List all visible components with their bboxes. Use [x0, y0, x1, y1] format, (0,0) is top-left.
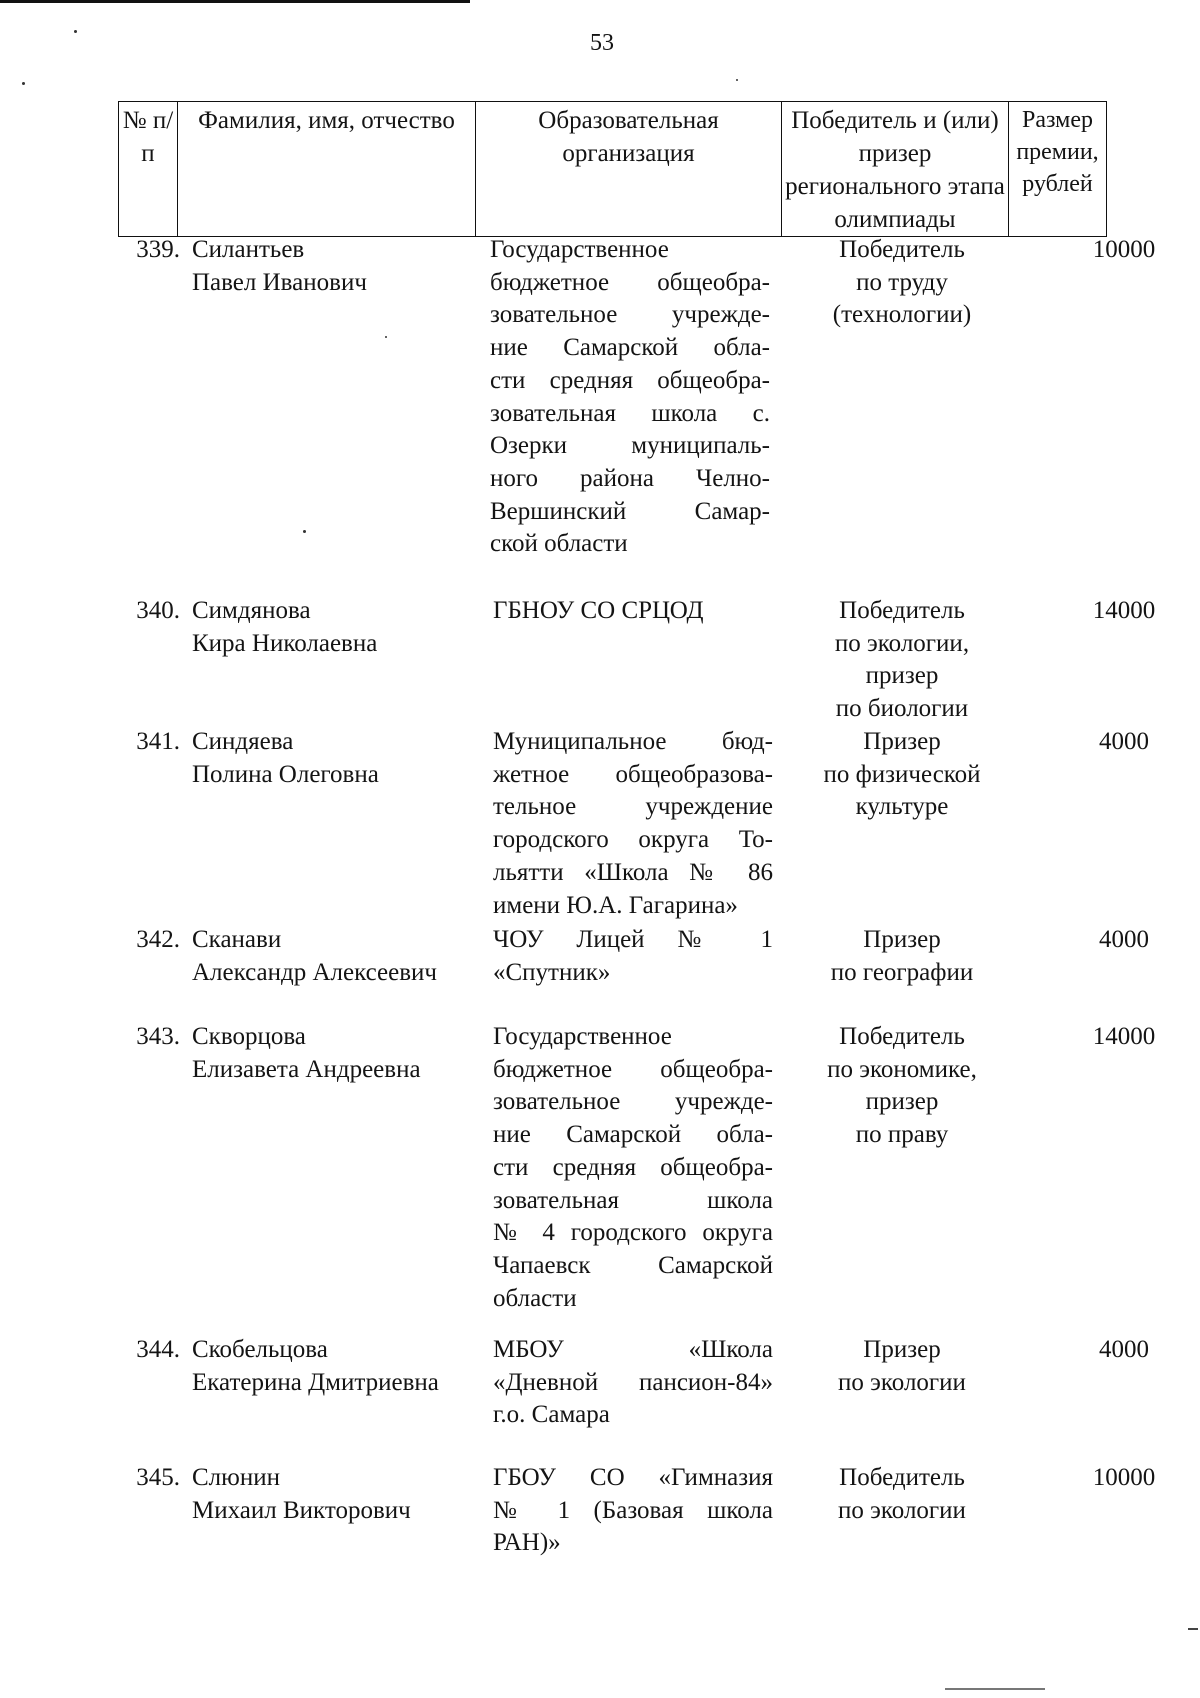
header-num: № п/п [119, 102, 178, 237]
page-number: 53 [590, 30, 614, 56]
prize-amount: 14000 [1092, 597, 1156, 624]
person-name: Симдянова Кира Николаевна [192, 597, 378, 657]
row-number: 343. [136, 1023, 180, 1050]
prize-amount: 10000 [1092, 1464, 1156, 1491]
award-status: Призер по экологии [838, 1336, 966, 1396]
person-name: Силантьев Павел Иванович [192, 236, 367, 296]
person-name: Синдяева Полина Олеговна [192, 728, 379, 788]
organization: Государственное бюджетное общеобра- зовательное учрежде- ние Самарской обла- сти средняя общеобра- зовательная школа № 4 городского округа Чапаевск Самарской области [493, 1023, 773, 1312]
person-name: Слюнин Михаил Викторович [192, 1464, 411, 1524]
row-number: 344. [136, 1336, 180, 1363]
organization: ЧОУ Лицей № 1 «Спутник» [493, 926, 773, 986]
organization: Муниципальное бюд- жетное общеобразова- тельное учреждение городского округа То- льятти «Школа № 86 имени Ю.А. Гагарина» [493, 728, 773, 919]
row-number: 341. [136, 728, 180, 755]
header-prize: Размер премии, рублей [1009, 102, 1107, 237]
prize-amount: 10000 [1092, 236, 1156, 263]
scan-edge-right [1188, 1628, 1198, 1630]
header-name: Фамилия, имя, отчество [178, 102, 476, 237]
row-number: 340. [136, 597, 180, 624]
award-status: Победитель по экономике, призер по праву [827, 1023, 977, 1149]
scan-edge-top [0, 0, 470, 3]
scan-speck [303, 530, 306, 533]
award-status: Призер по географии [830, 926, 974, 986]
person-name: Сканави Александр Алексеевич [192, 926, 437, 986]
header-org: Образовательная организация [476, 102, 782, 237]
organization: ГБОУ СО «Гимназия № 1 (Базовая школа РАН)» [493, 1464, 773, 1557]
prize-amount: 4000 [1099, 1336, 1149, 1363]
organization: Государственное бюджетное общеобра- зовательное учрежде- ние Самарской обла- сти средняя общеобра- зовательная школа с. Озерки муниципаль- ного района Челно- Вершинский Самар- ской области [490, 236, 770, 558]
row-number: 345. [136, 1464, 180, 1491]
scan-speck [74, 30, 77, 33]
scan-edge-bottom [945, 1688, 1045, 1690]
scan-speck [736, 79, 738, 81]
scan-speck [385, 336, 387, 338]
prize-amount: 4000 [1099, 728, 1149, 755]
award-status: Победитель по труду (технологии) [832, 236, 972, 329]
organization: ГБНОУ СО СРЦОД [493, 597, 704, 624]
prize-amount: 14000 [1092, 1023, 1156, 1050]
organization: МБОУ «Школа «Дневной пансион-84» г.о. Самара [493, 1336, 773, 1429]
table-header [118, 101, 1107, 237]
person-name: Скобельцова Екатерина Дмитриевна [192, 1336, 439, 1396]
award-status: Победитель по экологии [838, 1464, 966, 1524]
award-status: Призер по физической культуре [823, 728, 981, 821]
row-number: 339. [136, 236, 180, 263]
award-status: Победитель по экологии, призер по биологии [834, 597, 970, 723]
header-award: Победитель и (или) призер регионального этапа олимпиады [782, 102, 1009, 237]
prize-amount: 4000 [1099, 926, 1149, 953]
person-name: Скворцова Елизавета Андреевна [192, 1023, 421, 1083]
scan-speck [22, 82, 25, 85]
row-number: 342. [136, 926, 180, 953]
